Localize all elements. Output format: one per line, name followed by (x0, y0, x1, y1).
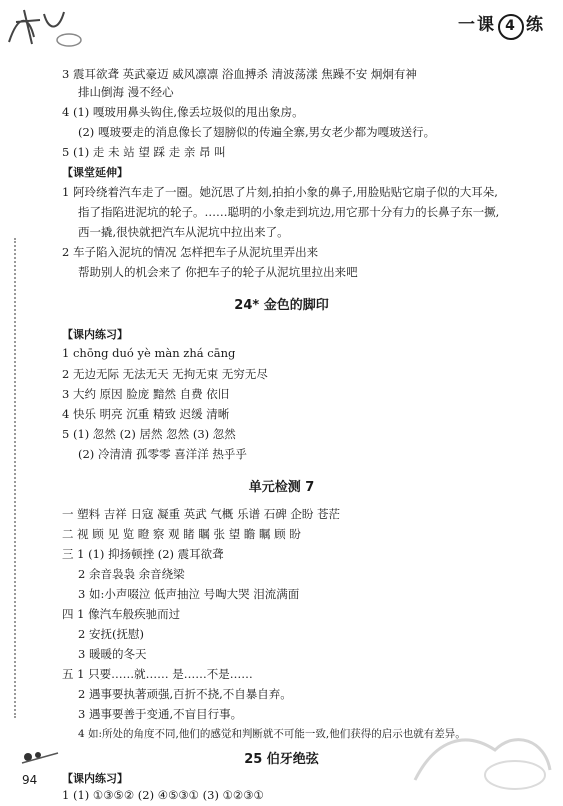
answer-line: 一 塑料 吉祥 日寇 凝重 英武 气概 乐谱 石碑 企盼 苍茫 (62, 507, 341, 521)
answer-line: 指了指陷进泥坑的轮子。……聪明的小象走到坑边,用它那十分有力的长鼻子东一撅, (78, 205, 500, 219)
page-number: 94 (22, 773, 38, 787)
answer-line: 2 车子陷入泥坑的情况 怎样把车子从泥坑里弄出来 (62, 245, 319, 259)
answer-line: (2) 冷清清 孤零零 喜洋洋 热乎乎 (78, 447, 247, 461)
answer-line: 5 (1) 走 未 站 望 踩 走 亲 昂 叫 (62, 145, 226, 159)
answer-line: 三 1 (1) 抑扬顿挫 (2) 震耳欲聋 (62, 547, 224, 561)
answer-line: 3 遇事要善于变通,不盲目行事。 (78, 707, 243, 721)
answer-line: 4 快乐 明亮 沉重 精致 迟缓 清晰 (62, 407, 230, 421)
answer-line: 3 如:小声啜泣 低声抽泣 号啕大哭 泪流满面 (78, 587, 300, 601)
answer-line: 排山倒海 漫不经心 (78, 85, 174, 99)
watermark-graphic (405, 720, 555, 800)
answer-line: 3 震耳欲聋 英武豪迈 威风凛凛 浴血搏杀 清波荡漾 焦躁不安 炯炯有神 (62, 67, 417, 81)
unit-test-title: 单元检测 7 (248, 480, 315, 495)
answer-line: 3 大约 原因 脸庞 黯然 自费 依旧 (62, 387, 230, 401)
answer-line: 2 余音袅袅 余音绕梁 (78, 567, 185, 581)
answer-line: 2 安抚(抚慰) (78, 627, 144, 641)
answer-line: 西一撬,很快就把汽车从泥坑中拉出来了。 (78, 225, 289, 239)
flower-ornament-icon (20, 747, 60, 767)
section-heading: 【课内练习】 (62, 328, 128, 341)
answer-line: (2) 嘎玻要走的消息像长了翅膀似的传遍全寨,男女老少都为嘎玻送行。 (78, 125, 436, 139)
answer-line: 2 无边无际 无法无天 无拘无束 无穷无尽 (62, 367, 268, 381)
section-heading: 【课堂延伸】 (62, 166, 128, 179)
answer-line: 四 1 像汽车般疾驰而过 (62, 607, 181, 621)
answer-line: 5 (1) 忽然 (2) 居然 忽然 (3) 忽然 (62, 427, 236, 441)
answer-line: 2 遇事要执著顽强,百折不挠,不自暴自弃。 (78, 687, 292, 701)
answer-line: 1 (1) ①③⑤② (2) ④⑤③① (3) ①②③① (62, 788, 264, 802)
answer-line: 1 chōng duó yè màn zhá cāng (62, 346, 236, 360)
section-heading: 【课内练习】 (62, 772, 128, 785)
lesson-title: 25 伯牙绝弦 (244, 752, 319, 767)
answer-line: 3 暖暖的冬天 (78, 647, 147, 661)
lesson-title: 24* 金色的脚印 (234, 298, 329, 313)
answer-line: 帮助别人的机会来了 你把车子的轮子从泥坑里拉出来吧 (78, 265, 358, 279)
brand-logo: 一课 4 练 (458, 10, 545, 40)
answer-line: 4 (1) 嘎玻用鼻头钩住,像丢垃圾似的甩出象房。 (62, 105, 304, 119)
decorative-sketch-icon (4, 2, 84, 52)
answer-line: 二 视 顾 见 览 瞪 察 观 睹 瞩 张 望 瞻 瞩 顾 盼 (62, 527, 301, 541)
answer-line: 1 阿玲绕着汽车走了一圈。她沉思了片刻,拍拍小象的鼻子,用脸贴贴它扇子似的大耳朵, (62, 185, 498, 199)
answer-line: 4 如:所处的角度不同,他们的感觉和判断就不可能一致,他们获得的启示也就有差异。 (78, 728, 466, 740)
answer-line: 五 1 只要……就…… 是……不是…… (62, 667, 253, 681)
